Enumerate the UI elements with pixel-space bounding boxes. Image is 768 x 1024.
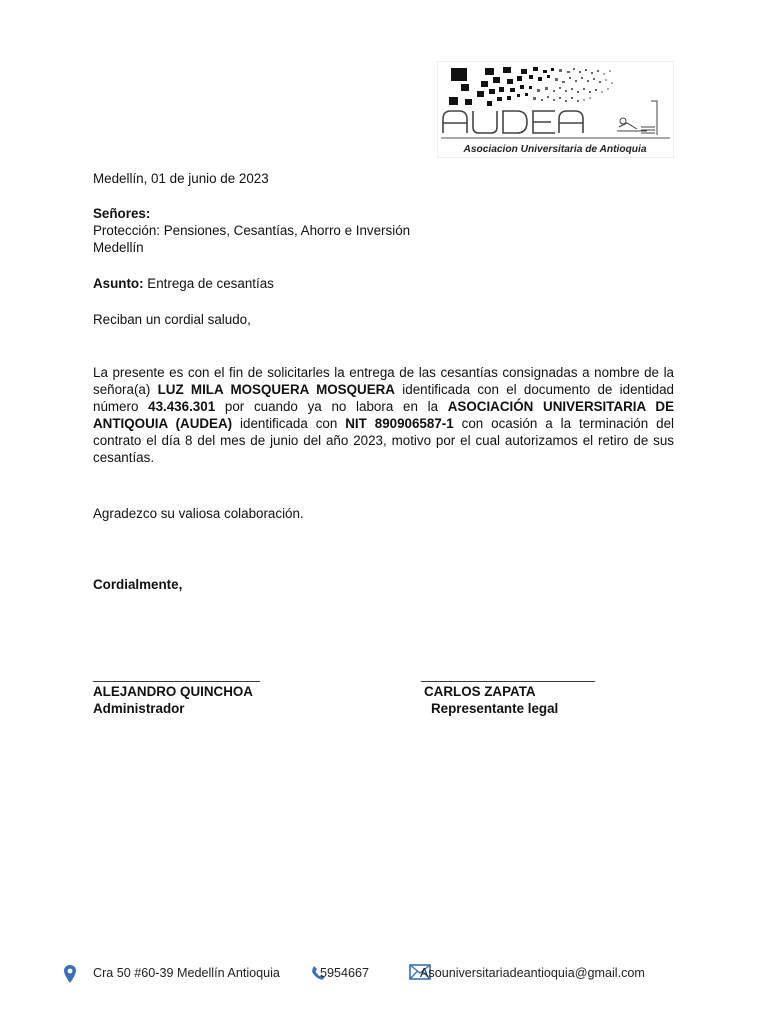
signature-left	[93, 666, 260, 717]
footer	[63, 962, 683, 986]
footer-phone: 5954667	[320, 966, 370, 980]
location-pin-icon	[63, 964, 77, 984]
thanks-line: Agradezco su valiosa colaboración.	[93, 506, 304, 521]
employee-name: LUZ MILA MOSQUERA MOSQUERA	[157, 382, 395, 397]
signer-name-left: ALEJANDRO QUINCHOA	[93, 684, 253, 699]
subject-text: Entrega de cesantías	[143, 276, 274, 291]
footer-address: Cra 50 #60-39 Medellín Antioquia	[93, 966, 280, 980]
signature-line-right: ________________________	[421, 667, 595, 682]
recipient-city: Medellín	[93, 240, 144, 255]
body-text-4: identificada con	[232, 416, 346, 431]
recipient-org: Protección: Pensiones, Cesantías, Ahorro e Inversión	[93, 223, 411, 238]
signer-role-left: Administrador	[93, 701, 185, 716]
audea-logo	[437, 61, 674, 158]
signer-name-right: CARLOS ZAPATA	[424, 684, 536, 699]
recipient-salutation: Señores:	[93, 206, 151, 221]
signature-right	[421, 666, 595, 717]
body-paragraph	[93, 364, 674, 466]
organization-name: ASOCIACIÓN UNIVERSITARIA DE ANTIQOUIA (AUDEA)	[93, 399, 675, 431]
nit-number: NIT 890906587-1	[345, 416, 454, 431]
id-number: 43.436.301	[148, 399, 216, 414]
body-text-3: por cuando ya no labora en la	[215, 399, 448, 414]
footer-email[interactable]: Asouniversitariadeantioquia@gmail.com	[420, 966, 645, 980]
body-text-1: La presente es con el fin de solicitarles la entrega de las cesantías consignadas a nombre de la señora(a)	[93, 365, 674, 397]
body-text-2: identificada con el documento de identidad número	[93, 382, 675, 414]
body-text-5: con ocasión a la terminación del contrato el día 8 del mes de junio del año 2023, motivo por el cual autorizamos el retiro de sus cesantías.	[93, 416, 674, 465]
signature-line-left: _______________________	[93, 667, 260, 682]
subject-line	[93, 275, 274, 292]
logo-graphic	[437, 61, 674, 158]
recipient-block	[93, 205, 410, 256]
closing-line: Cordialmente,	[93, 577, 183, 592]
signer-role-right: Representante legal	[431, 701, 559, 716]
greeting: Reciban un cordial saludo,	[93, 312, 251, 327]
logo-subtitle: Asociacion Universitaria de Antioquia	[463, 144, 647, 155]
letter-date: Medellín, 01 de junio de 2023	[93, 171, 269, 186]
subject-label: Asunto:	[93, 276, 144, 291]
